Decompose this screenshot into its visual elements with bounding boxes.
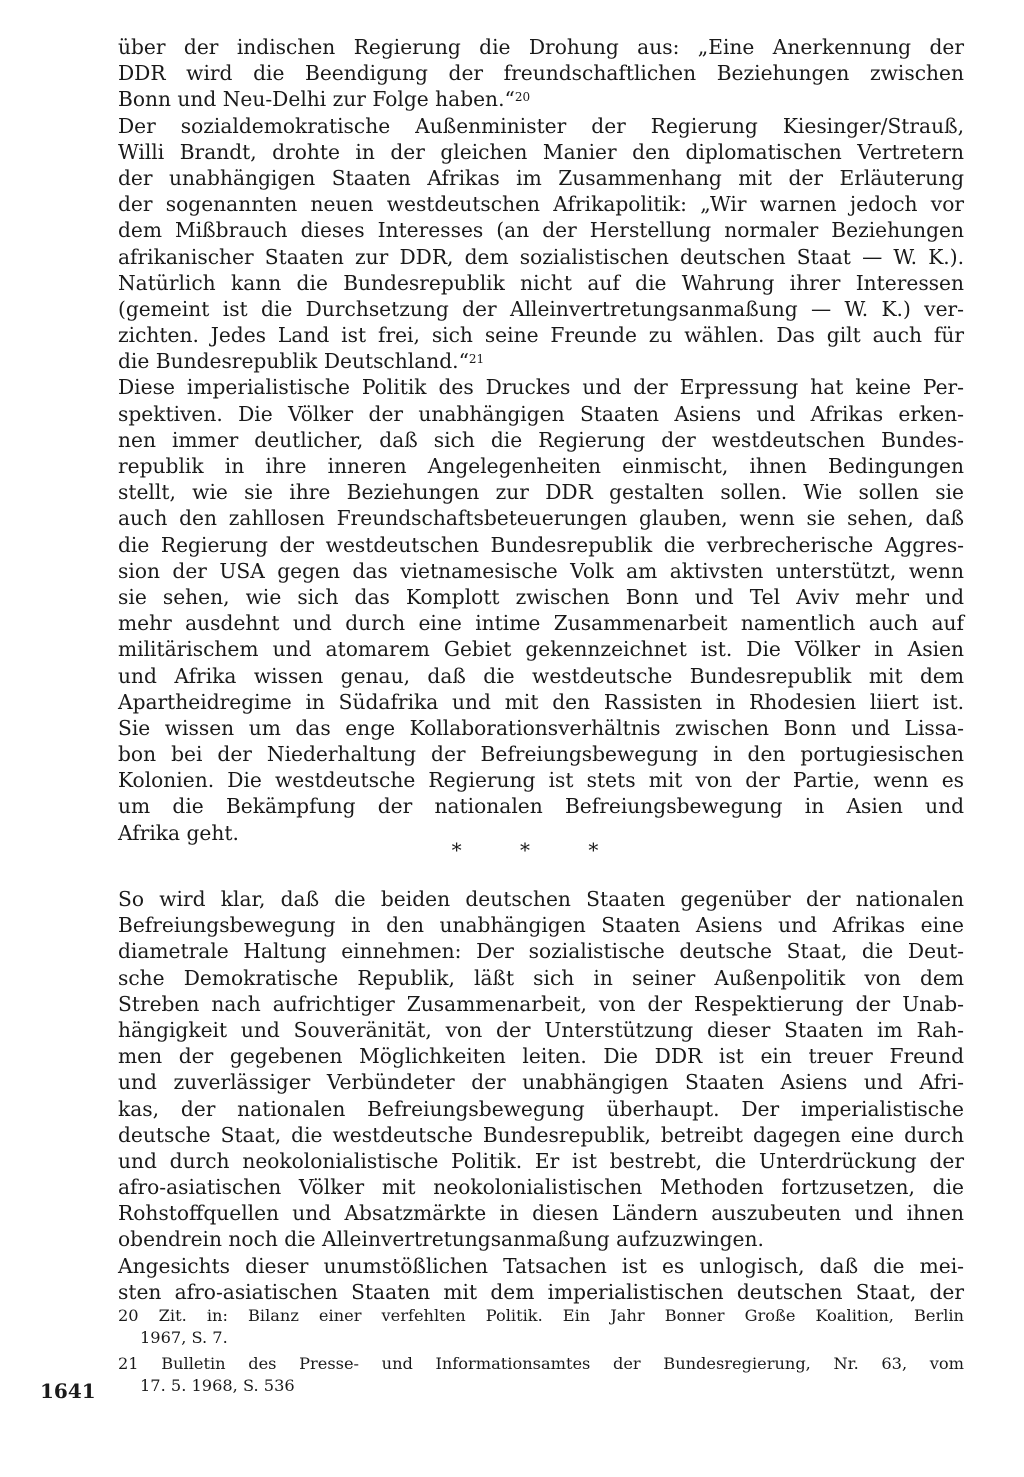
text-line xyxy=(118,912,964,938)
text-line xyxy=(118,689,964,715)
line-text: mehr ausdehnt und durch eine intime Zusammenarbeit namentlich auch auf xyxy=(118,611,964,636)
line-text: nen immer deutlicher, daß sich die Regierung der westdeutschen Bundes- xyxy=(118,427,964,452)
text-line xyxy=(118,1200,964,1226)
section-separator: * * * xyxy=(451,838,625,862)
text-line xyxy=(118,505,964,531)
text-line xyxy=(118,453,964,479)
line-text: So wird klar, daß die beiden deutschen Staaten gegenüber der nationalen xyxy=(118,887,964,911)
footnote-line: 1967, S. 7. xyxy=(140,1328,228,1347)
line-text: der sogenannten neuen westdeutschen Afrikapolitik: „Wir warnen jedoch vor xyxy=(118,192,964,217)
line-text: Willi Brandt, drohte in der gleichen Manier den diplomatischen Vertretern xyxy=(118,139,964,164)
line-text: und durch neokolonialistische Politik. Er ist bestrebt, die Unterdrückung der xyxy=(118,1148,964,1173)
line-text: men der gegebenen Möglichkeiten leiten. Die DDR ist ein treuer Freund xyxy=(118,1044,964,1069)
line-text: deutsche Staat, die westdeutsche Bundesrepublik, betreibt dagegen eine durch xyxy=(118,1122,964,1147)
line-text: Diese imperialistische Politik des Druckes und der Erpressung hat keine Per- xyxy=(118,375,964,400)
footnote-line: 20 Zit. in: Bilanz einer verfehlten Politik. Ein Jahr Bonner Große Koalition, Berlin xyxy=(118,1306,964,1325)
text-line xyxy=(118,34,964,60)
text-line xyxy=(118,217,964,243)
line-text: sche Demokratische Republik, läßt sich in seiner Außenpolitik von dem xyxy=(118,965,964,990)
text-line xyxy=(118,938,964,964)
line-text: Natürlich kann die Bundesrepublik nicht auf die Wahrung ihrer Interessen xyxy=(118,270,964,295)
line-text: dem Mißbrauch dieses Interesses (an der Herstellung normaler Beziehungen xyxy=(118,218,964,243)
text-line xyxy=(118,1017,964,1043)
line-text: stellt, wie sie ihre Beziehungen zur DDR gestalten sollen. Wie sollen sie xyxy=(118,480,964,505)
text-line xyxy=(118,479,964,505)
text-line xyxy=(118,322,964,348)
line-text: sion der USA gegen das vietnamesische Volk am aktivsten unterstützt, wenn xyxy=(118,558,964,583)
text-line xyxy=(118,1069,964,1095)
footnote-line: 21 Bulletin des Presse- und Informationsamtes der Bundesregierung, Nr. 63, vom xyxy=(118,1354,964,1373)
line-text: kas, der nationalen Befreiungsbewegung überhaupt. Der imperialistische xyxy=(118,1096,964,1121)
text-line xyxy=(118,558,964,584)
text-line xyxy=(118,270,964,296)
text-line xyxy=(118,1043,964,1069)
line-text: Streben nach aufrichtiger Zusammenarbeit, von der Respektierung der Unab- xyxy=(118,991,964,1016)
line-text: Kolonien. Die westdeutsche Regierung ist stets mit von der Partie, wenn es xyxy=(118,768,964,793)
text-line xyxy=(118,1148,964,1174)
footnote-line: 17. 5. 1968, S. 536 xyxy=(140,1376,295,1395)
footnotes xyxy=(118,1305,964,1401)
text-line xyxy=(118,1174,964,1200)
line-text: republik in ihre inneren Angelegenheiten einmischt, ihnen Bedingungen xyxy=(118,454,964,478)
line-text: die Bundesrepublik Deutschland.“ xyxy=(118,349,469,374)
footnote xyxy=(118,1353,964,1397)
text-line xyxy=(118,636,964,662)
text-line xyxy=(118,374,964,400)
line-text: (gemeint ist die Durchsetzung der Alleinvertretungsanmaßung — W. K.) ver- xyxy=(118,296,964,321)
text-line xyxy=(118,60,964,86)
text-line xyxy=(118,427,964,453)
text-line xyxy=(118,991,964,1017)
text-line xyxy=(118,1279,964,1305)
line-text: und Afrika wissen genau, daß die westdeutsche Bundesrepublik mit dem xyxy=(118,663,964,688)
line-text: auch den zahllosen Freundschaftsbeteuerungen glauben, wenn sie sehen, daß xyxy=(118,506,964,531)
line-text: und zuverlässiger Verbündeter der unabhängigen Staaten Asiens und Afri- xyxy=(118,1070,964,1095)
text-line xyxy=(118,741,964,767)
line-text: sten afro-asiatischen Staaten mit dem imperialistischen deutschen Staat, der xyxy=(118,1279,964,1304)
line-text: diametrale Haltung einnehmen: Der sozialistische deutsche Staat, die Deut- xyxy=(118,939,964,964)
text-line xyxy=(118,86,964,112)
text-line xyxy=(118,610,964,636)
text-line xyxy=(118,401,964,427)
body-text-block xyxy=(118,34,964,846)
page-number: 1641 xyxy=(40,1379,96,1403)
text-line xyxy=(118,1253,964,1279)
line-text: Der sozialdemokratische Außenminister der Regierung Kiesinger/Strauß, xyxy=(118,113,964,138)
line-text: über der indischen Regierung die Drohung aus: „Eine Anerkennung der xyxy=(118,35,964,59)
line-text: Befreiungsbewegung in den unabhängigen Staaten Asiens und Afrikas eine xyxy=(118,913,964,938)
line-text: zichten. Jedes Land ist frei, sich seine Freunde zu wählen. Das gilt auch für xyxy=(118,323,964,348)
line-text: Afrika geht. xyxy=(118,820,239,845)
line-text: Apartheidregime in Südafrika und mit den Rassisten in Rhodesien liiert ist. xyxy=(118,689,964,714)
text-line xyxy=(118,244,964,270)
line-text: Sie wissen um das enge Kollaborationsverhältnis zwischen Bonn und Lissa- xyxy=(118,715,964,740)
text-line xyxy=(118,532,964,558)
line-text: hängigkeit und Souveränität, von der Unterstützung dieser Staaten im Rah- xyxy=(118,1017,964,1042)
text-line xyxy=(118,715,964,741)
text-line xyxy=(118,165,964,191)
line-text: militärischem und atomarem Gebiet gekennzeichnet ist. Die Völker in Asien xyxy=(118,637,964,662)
text-line xyxy=(118,584,964,610)
text-line xyxy=(118,139,964,165)
text-line xyxy=(118,886,964,912)
text-line xyxy=(118,296,964,322)
line-text: die Regierung der westdeutschen Bundesrepublik die verbrecherische Aggres- xyxy=(118,532,964,557)
footnote-reference: 20 xyxy=(514,90,531,105)
text-line xyxy=(118,191,964,217)
footnote-reference: 21 xyxy=(468,352,485,367)
text-line xyxy=(118,1226,964,1252)
body-text-block-2 xyxy=(118,886,964,1305)
footnote xyxy=(118,1305,964,1349)
line-text: Bonn und Neu-Delhi zur Folge haben.“ xyxy=(118,87,515,112)
line-text: spektiven. Die Völker der unabhängigen Staaten Asiens und Afrikas erken- xyxy=(118,401,964,426)
line-text: DDR wird die Beendigung der freundschaftlichen Beziehungen zwischen xyxy=(118,61,964,86)
line-text: afrikanischer Staaten zur DDR, dem sozialistischen deutschen Staat — W. K.). xyxy=(118,244,964,269)
line-text: sie sehen, wie sich das Komplott zwischen Bonn und Tel Aviv mehr und xyxy=(118,584,964,609)
line-text: Angesichts dieser unumstößlichen Tatsachen ist es unlogisch, daß die mei- xyxy=(118,1253,964,1278)
text-line xyxy=(118,348,964,374)
text-line xyxy=(118,1122,964,1148)
line-text: bon bei der Niederhaltung der Befreiungsbewegung in den portugiesischen xyxy=(118,742,964,767)
text-line xyxy=(118,965,964,991)
line-text: um die Bekämpfung der nationalen Befreiungsbewegung in Asien und xyxy=(118,794,964,819)
text-line xyxy=(118,113,964,139)
line-text: Rohstoffquellen und Absatzmärkte in diesen Ländern auszubeuten und ihnen xyxy=(118,1201,964,1226)
line-text: obendrein noch die Alleinvertretungsanmaßung aufzuzwingen. xyxy=(118,1227,764,1252)
line-text: afro-asiatischen Völker mit neokolonialistischen Methoden fortzusetzen, die xyxy=(118,1175,964,1200)
text-line xyxy=(118,1096,964,1122)
line-text: der unabhängigen Staaten Afrikas im Zusammenhang mit der Erläuterung xyxy=(118,165,964,190)
text-line xyxy=(118,793,964,819)
text-line xyxy=(118,767,964,793)
text-line xyxy=(118,663,964,689)
